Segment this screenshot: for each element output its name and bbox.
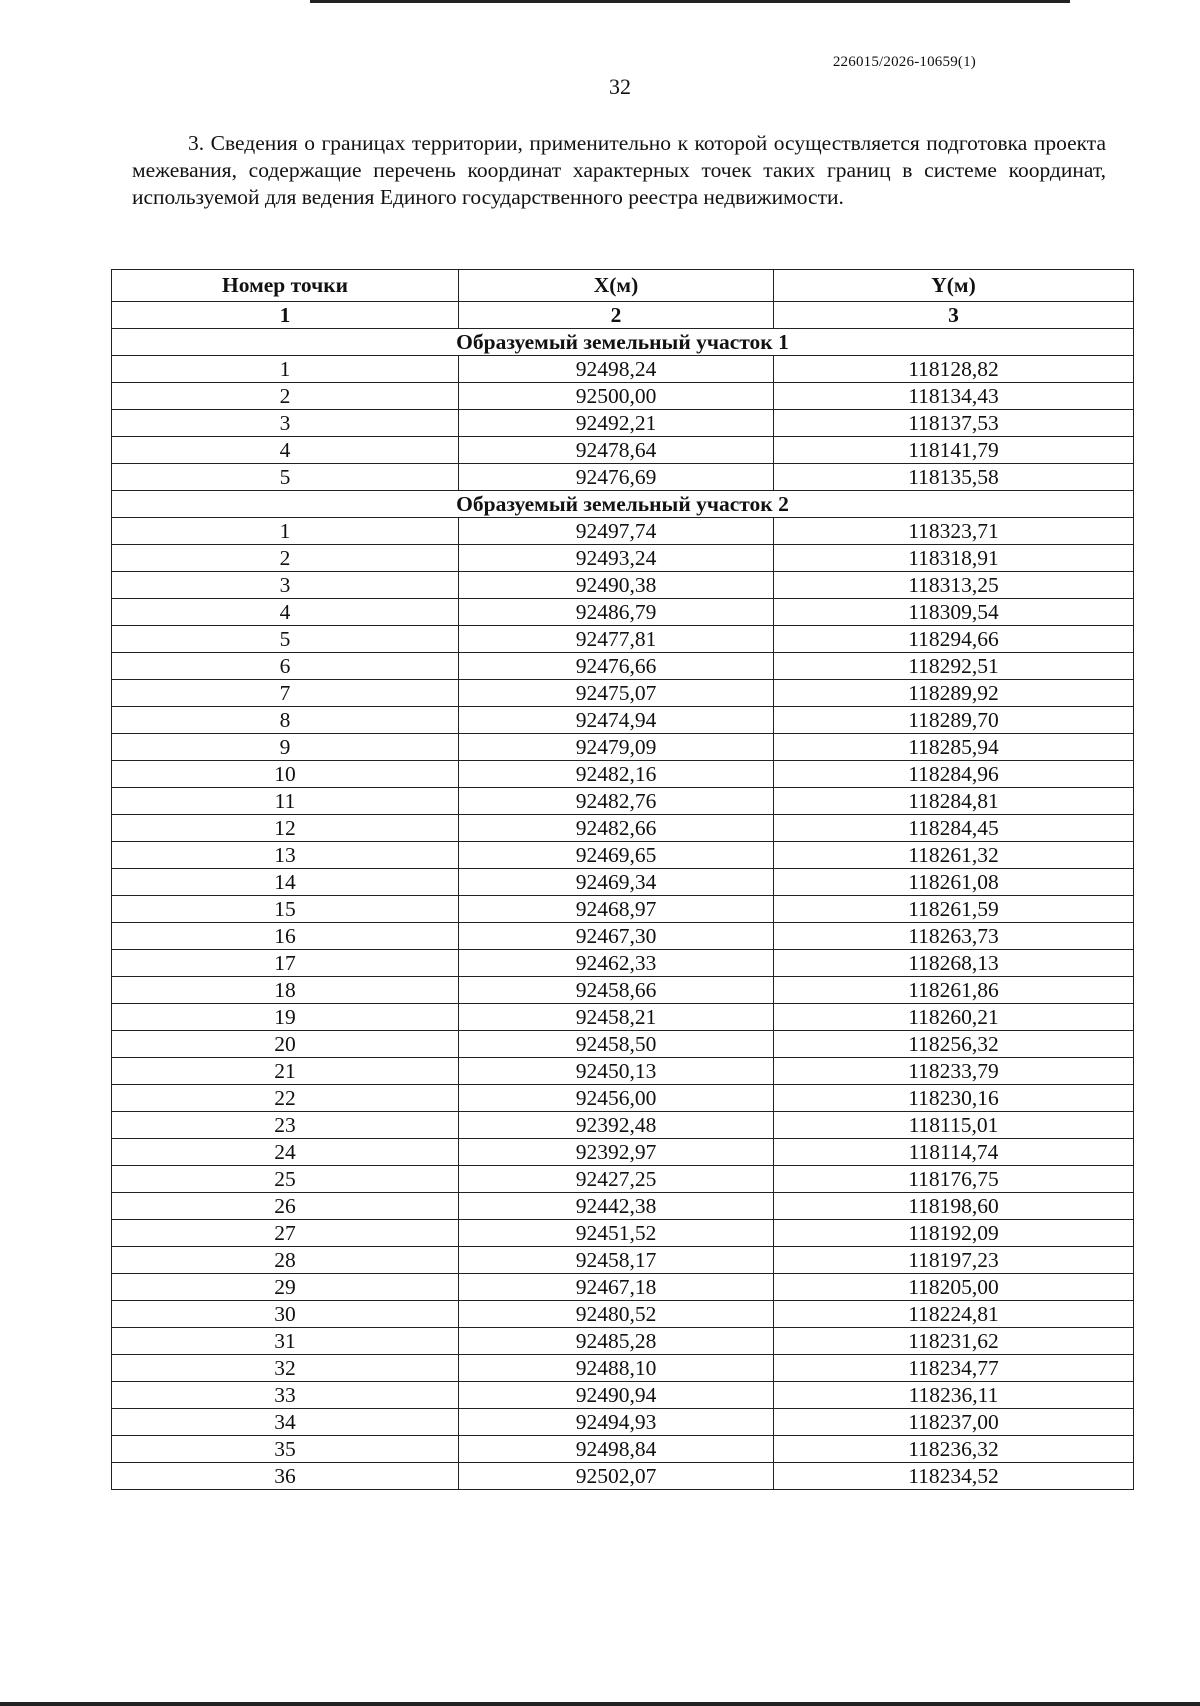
document-number: 226015/2026-10659(1) xyxy=(832,54,976,70)
x-coordinate-cell: 92479,09 xyxy=(459,734,774,761)
table-row xyxy=(112,410,1134,437)
column-number: 2 xyxy=(459,302,774,329)
x-coordinate-cell: 92475,07 xyxy=(459,680,774,707)
x-coordinate-cell: 92500,00 xyxy=(459,383,774,410)
table-row xyxy=(112,1031,1134,1058)
x-coordinate-cell: 92462,33 xyxy=(459,950,774,977)
x-coordinate-cell: 92458,50 xyxy=(459,1031,774,1058)
table-row xyxy=(112,680,1134,707)
point-number-cell: 28 xyxy=(112,1247,459,1274)
x-coordinate-cell: 92482,76 xyxy=(459,788,774,815)
table-row xyxy=(112,761,1134,788)
point-number-cell: 9 xyxy=(112,734,459,761)
x-coordinate-cell: 92458,66 xyxy=(459,977,774,1004)
table-row xyxy=(112,1436,1134,1463)
point-number-cell: 18 xyxy=(112,977,459,1004)
x-coordinate-cell: 92450,13 xyxy=(459,1058,774,1085)
x-coordinate-cell: 92482,16 xyxy=(459,761,774,788)
y-coordinate-cell: 118285,94 xyxy=(774,734,1134,761)
header-y: Y(м) xyxy=(774,270,1134,302)
x-coordinate-cell: 92478,64 xyxy=(459,437,774,464)
point-number-cell: 11 xyxy=(112,788,459,815)
point-number-cell: 3 xyxy=(112,572,459,599)
table-row xyxy=(112,1328,1134,1355)
point-number-cell: 31 xyxy=(112,1328,459,1355)
y-coordinate-cell: 118233,79 xyxy=(774,1058,1134,1085)
point-number-cell: 26 xyxy=(112,1193,459,1220)
point-number-cell: 16 xyxy=(112,923,459,950)
point-number-cell: 6 xyxy=(112,653,459,680)
y-coordinate-cell: 118256,32 xyxy=(774,1031,1134,1058)
scan-edge-bottom xyxy=(0,1702,1200,1706)
x-coordinate-cell: 92458,17 xyxy=(459,1247,774,1274)
y-coordinate-cell: 118260,21 xyxy=(774,1004,1134,1031)
point-number-cell: 1 xyxy=(112,518,459,545)
y-coordinate-cell: 118261,86 xyxy=(774,977,1134,1004)
table-body xyxy=(112,302,1134,1490)
section-row xyxy=(112,491,1134,518)
point-number-cell: 27 xyxy=(112,1220,459,1247)
y-coordinate-cell: 118237,00 xyxy=(774,1409,1134,1436)
point-number-cell: 7 xyxy=(112,680,459,707)
point-number-cell: 19 xyxy=(112,1004,459,1031)
x-coordinate-cell: 92427,25 xyxy=(459,1166,774,1193)
x-coordinate-cell: 92498,24 xyxy=(459,356,774,383)
x-coordinate-cell: 92480,52 xyxy=(459,1301,774,1328)
point-number-cell: 30 xyxy=(112,1301,459,1328)
y-coordinate-cell: 118128,82 xyxy=(774,356,1134,383)
point-number-cell: 8 xyxy=(112,707,459,734)
y-coordinate-cell: 118135,58 xyxy=(774,464,1134,491)
point-number-cell: 14 xyxy=(112,869,459,896)
table-row xyxy=(112,1274,1134,1301)
intro-paragraph: 3. Сведения о границах территории, применительно к которой осуществляется подготовка проекта межевания, содержащие перечень координат характерных точек таких границ в системе координат, используемой для ведения Единого государственного реестра недвижимости. xyxy=(132,131,1106,209)
table-row xyxy=(112,1247,1134,1274)
table-row xyxy=(112,1220,1134,1247)
table-row xyxy=(112,1301,1134,1328)
x-coordinate-cell: 92456,00 xyxy=(459,1085,774,1112)
table-row xyxy=(112,1382,1134,1409)
table-row xyxy=(112,545,1134,572)
table-row xyxy=(112,653,1134,680)
y-coordinate-cell: 118261,59 xyxy=(774,896,1134,923)
column-number: 3 xyxy=(774,302,1134,329)
point-number-cell: 10 xyxy=(112,761,459,788)
page-number: 32 xyxy=(609,74,631,99)
y-coordinate-cell: 118284,96 xyxy=(774,761,1134,788)
point-number-cell: 1 xyxy=(112,356,459,383)
x-coordinate-cell: 92392,48 xyxy=(459,1112,774,1139)
point-number-cell: 2 xyxy=(112,383,459,410)
point-number-cell: 23 xyxy=(112,1112,459,1139)
header-x: X(м) xyxy=(459,270,774,302)
table-row xyxy=(112,923,1134,950)
x-coordinate-cell: 92458,21 xyxy=(459,1004,774,1031)
y-coordinate-cell: 118234,77 xyxy=(774,1355,1134,1382)
point-number-cell: 33 xyxy=(112,1382,459,1409)
table-header-row xyxy=(112,270,1134,302)
point-number-cell: 15 xyxy=(112,896,459,923)
point-number-cell: 12 xyxy=(112,815,459,842)
table-row xyxy=(112,1463,1134,1490)
point-number-cell: 24 xyxy=(112,1139,459,1166)
table-row xyxy=(112,842,1134,869)
y-coordinate-cell: 118224,81 xyxy=(774,1301,1134,1328)
y-coordinate-cell: 118284,45 xyxy=(774,815,1134,842)
section-title: Образуемый земельный участок 1 xyxy=(112,329,1134,356)
x-coordinate-cell: 92490,38 xyxy=(459,572,774,599)
point-number-cell: 5 xyxy=(112,464,459,491)
table-row xyxy=(112,383,1134,410)
y-coordinate-cell: 118268,13 xyxy=(774,950,1134,977)
y-coordinate-cell: 118263,73 xyxy=(774,923,1134,950)
point-number-cell: 20 xyxy=(112,1031,459,1058)
y-coordinate-cell: 118192,09 xyxy=(774,1220,1134,1247)
table-row xyxy=(112,1004,1134,1031)
point-number-cell: 17 xyxy=(112,950,459,977)
x-coordinate-cell: 92482,66 xyxy=(459,815,774,842)
x-coordinate-cell: 92477,81 xyxy=(459,626,774,653)
table-row xyxy=(112,1355,1134,1382)
coordinates-table xyxy=(111,269,1134,1490)
x-coordinate-cell: 92474,94 xyxy=(459,707,774,734)
x-coordinate-cell: 92467,18 xyxy=(459,1274,774,1301)
header-point-number: Номер точки xyxy=(112,270,459,302)
table-row xyxy=(112,869,1134,896)
point-number-cell: 21 xyxy=(112,1058,459,1085)
x-coordinate-cell: 92442,38 xyxy=(459,1193,774,1220)
table-row xyxy=(112,464,1134,491)
y-coordinate-cell: 118234,52 xyxy=(774,1463,1134,1490)
table-row xyxy=(112,977,1134,1004)
table-row xyxy=(112,734,1134,761)
y-coordinate-cell: 118313,25 xyxy=(774,572,1134,599)
point-number-cell: 34 xyxy=(112,1409,459,1436)
table-row xyxy=(112,707,1134,734)
x-coordinate-cell: 92494,93 xyxy=(459,1409,774,1436)
y-coordinate-cell: 118197,23 xyxy=(774,1247,1134,1274)
table-row xyxy=(112,1085,1134,1112)
y-coordinate-cell: 118230,16 xyxy=(774,1085,1134,1112)
point-number-cell: 29 xyxy=(112,1274,459,1301)
table-row xyxy=(112,950,1134,977)
x-coordinate-cell: 92467,30 xyxy=(459,923,774,950)
y-coordinate-cell: 118292,51 xyxy=(774,653,1134,680)
point-number-cell: 4 xyxy=(112,437,459,464)
y-coordinate-cell: 118289,70 xyxy=(774,707,1134,734)
x-coordinate-cell: 92485,28 xyxy=(459,1328,774,1355)
y-coordinate-cell: 118289,92 xyxy=(774,680,1134,707)
table-row xyxy=(112,626,1134,653)
section-title: Образуемый земельный участок 2 xyxy=(112,491,1134,518)
y-coordinate-cell: 118198,60 xyxy=(774,1193,1134,1220)
column-number: 1 xyxy=(112,302,459,329)
point-number-cell: 4 xyxy=(112,599,459,626)
x-coordinate-cell: 92498,84 xyxy=(459,1436,774,1463)
point-number-cell: 32 xyxy=(112,1355,459,1382)
table-row xyxy=(112,437,1134,464)
table-row xyxy=(112,896,1134,923)
column-numbers-row xyxy=(112,302,1134,329)
table-row xyxy=(112,356,1134,383)
y-coordinate-cell: 118141,79 xyxy=(774,437,1134,464)
y-coordinate-cell: 118323,71 xyxy=(774,518,1134,545)
point-number-cell: 13 xyxy=(112,842,459,869)
y-coordinate-cell: 118231,62 xyxy=(774,1328,1134,1355)
y-coordinate-cell: 118318,91 xyxy=(774,545,1134,572)
y-coordinate-cell: 118205,00 xyxy=(774,1274,1134,1301)
point-number-cell: 22 xyxy=(112,1085,459,1112)
table-row xyxy=(112,1409,1134,1436)
point-number-cell: 3 xyxy=(112,410,459,437)
x-coordinate-cell: 92488,10 xyxy=(459,1355,774,1382)
table-row xyxy=(112,1139,1134,1166)
table-row xyxy=(112,572,1134,599)
y-coordinate-cell: 118309,54 xyxy=(774,599,1134,626)
x-coordinate-cell: 92468,97 xyxy=(459,896,774,923)
x-coordinate-cell: 92486,79 xyxy=(459,599,774,626)
point-number-cell: 5 xyxy=(112,626,459,653)
x-coordinate-cell: 92469,34 xyxy=(459,869,774,896)
section-row xyxy=(112,329,1134,356)
x-coordinate-cell: 92476,66 xyxy=(459,653,774,680)
x-coordinate-cell: 92469,65 xyxy=(459,842,774,869)
y-coordinate-cell: 118114,74 xyxy=(774,1139,1134,1166)
x-coordinate-cell: 92493,24 xyxy=(459,545,774,572)
x-coordinate-cell: 92476,69 xyxy=(459,464,774,491)
table-row xyxy=(112,1112,1134,1139)
y-coordinate-cell: 118261,08 xyxy=(774,869,1134,896)
table-row xyxy=(112,1058,1134,1085)
table-row xyxy=(112,815,1134,842)
point-number-cell: 35 xyxy=(112,1436,459,1463)
y-coordinate-cell: 118284,81 xyxy=(774,788,1134,815)
y-coordinate-cell: 118115,01 xyxy=(774,1112,1134,1139)
x-coordinate-cell: 92392,97 xyxy=(459,1139,774,1166)
y-coordinate-cell: 118176,75 xyxy=(774,1166,1134,1193)
x-coordinate-cell: 92451,52 xyxy=(459,1220,774,1247)
scan-edge-top xyxy=(310,0,1070,3)
table-row xyxy=(112,1166,1134,1193)
y-coordinate-cell: 118236,32 xyxy=(774,1436,1134,1463)
table-row xyxy=(112,599,1134,626)
point-number-cell: 2 xyxy=(112,545,459,572)
table-row xyxy=(112,1193,1134,1220)
y-coordinate-cell: 118261,32 xyxy=(774,842,1134,869)
y-coordinate-cell: 118137,53 xyxy=(774,410,1134,437)
y-coordinate-cell: 118294,66 xyxy=(774,626,1134,653)
x-coordinate-cell: 92490,94 xyxy=(459,1382,774,1409)
point-number-cell: 36 xyxy=(112,1463,459,1490)
table-row xyxy=(112,518,1134,545)
y-coordinate-cell: 118134,43 xyxy=(774,383,1134,410)
x-coordinate-cell: 92502,07 xyxy=(459,1463,774,1490)
table-row xyxy=(112,788,1134,815)
x-coordinate-cell: 92497,74 xyxy=(459,518,774,545)
point-number-cell: 25 xyxy=(112,1166,459,1193)
x-coordinate-cell: 92492,21 xyxy=(459,410,774,437)
y-coordinate-cell: 118236,11 xyxy=(774,1382,1134,1409)
